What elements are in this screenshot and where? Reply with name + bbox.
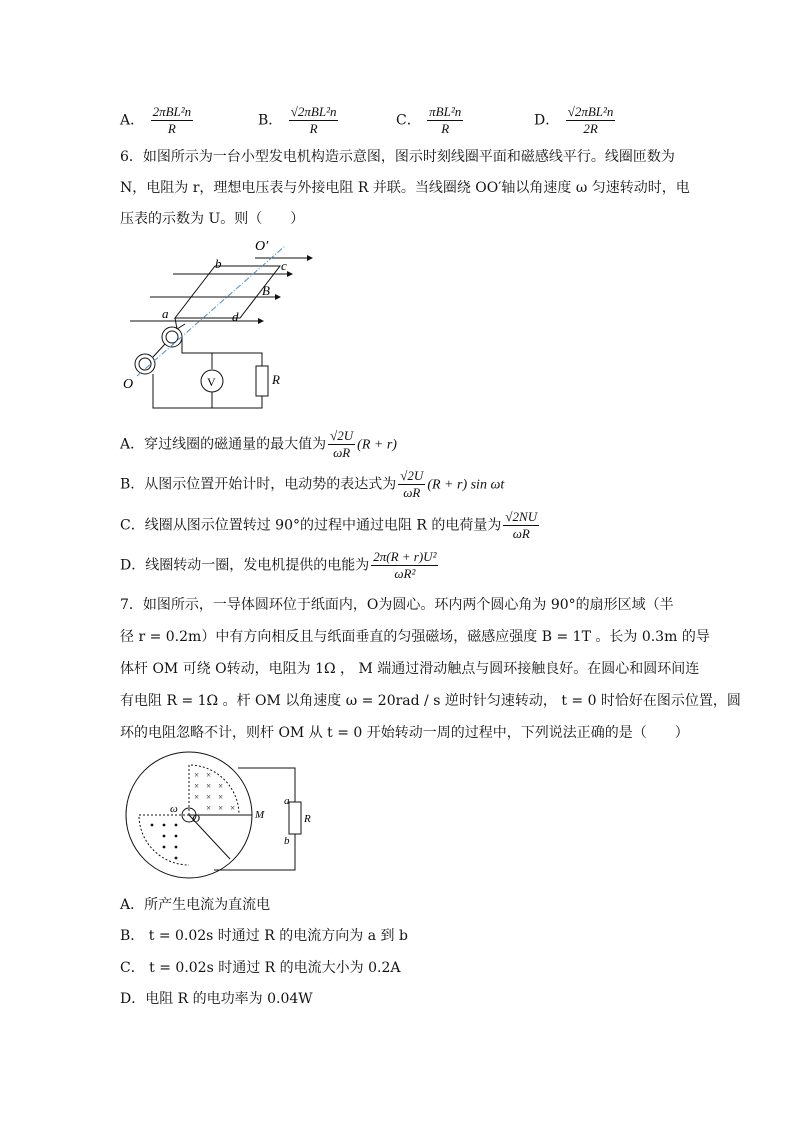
q6-stem-line-3: 压表的示数为 U。则（ ） bbox=[120, 211, 305, 227]
q7-option-c: C． t = 0.02s 时通过 R 的电流大小为 0.2A bbox=[120, 960, 401, 976]
cross-marks bbox=[194, 770, 235, 813]
label-center-o: O bbox=[192, 813, 200, 825]
svg-text:×: × bbox=[206, 770, 212, 780]
q7-option-d: D．电阻 R 的电功率为 0.04W bbox=[120, 991, 313, 1007]
svg-text:×: × bbox=[230, 803, 236, 813]
q5-option-a: A． $\frac{\text{2πBL²n}}{R}$ bbox=[120, 104, 192, 136]
svg-text:×: × bbox=[206, 781, 212, 791]
q6-option-d: D．线圈转动一圈，发电机提供的电能为 $\frac{\text{2π(R + r)U²}}{\text{ωR²}}$ bbox=[120, 549, 437, 581]
label-b-terminal: b bbox=[284, 835, 290, 847]
q6-option-a: A．穿过线圈的磁通量的最大值为 $\frac{√2U}{\omega R}$ (R + r) bbox=[120, 428, 397, 460]
q7-stem-line-1: 7．如图所示，一导体圆环位于纸面内，O为圆心。环内两个圆心角为 90°的扇形区域（半 bbox=[120, 597, 674, 613]
resistor-r bbox=[289, 802, 301, 834]
label-a-terminal: a bbox=[284, 795, 290, 807]
label-a-corner: a bbox=[162, 306, 169, 321]
q5-option-c: C． $\frac{\text{πBL²n}}{R}$ bbox=[396, 104, 462, 136]
label-b-corner: b bbox=[215, 256, 222, 271]
svg-text:×: × bbox=[218, 803, 224, 813]
label-resistor: R bbox=[272, 372, 280, 387]
q6-stem-line-1: 6．如图所示为一台小型发电机构造示意图，图示时刻线圈平面和磁感线平行。线圈匝数为 bbox=[120, 149, 675, 165]
resistor bbox=[256, 366, 268, 396]
svg-text:×: × bbox=[194, 781, 200, 791]
label-d-corner: d bbox=[232, 309, 239, 324]
label-o-prime: O′ bbox=[255, 239, 269, 254]
q6-stem-line-2: N，电阻为 r，理想电压表与外接电阻 R 并联。当线圈绕 OO′轴以角速度 ω 匀速转动时，电 bbox=[120, 180, 690, 196]
q6-generator-figure bbox=[115, 236, 320, 411]
q7-ring-figure bbox=[118, 752, 311, 880]
slip-ring bbox=[135, 354, 155, 374]
svg-text:×: × bbox=[218, 792, 224, 802]
q7-option-b: B． t = 0.02s 时通过 R 的电流方向为 a 到 b bbox=[120, 928, 408, 944]
svg-text:×: × bbox=[206, 803, 212, 813]
label-field-b: B bbox=[262, 283, 270, 298]
q7-stem-line-3: 体杆 OM 可绕 O转动，电阻为 1Ω ， M 端通过滑动触点与圆环接触良好。在圆心和圆环间连 bbox=[120, 661, 700, 677]
q6-option-c: C．线圈从图示位置转过 90°的过程中通过电阻 R 的电荷量为 $\frac{√2NU}{\omega R}$ bbox=[120, 509, 538, 541]
svg-text:×: × bbox=[194, 770, 200, 780]
q5-option-d: D． $\frac{\text{√2πBL²n}}{2R}$ bbox=[534, 104, 614, 136]
q6-option-b: B．从图示位置开始计时，电动势的表达式为 $\frac{√2U}{\omega R}$ (R + r) sin ωt bbox=[120, 468, 505, 500]
label-resistor-r: R bbox=[304, 813, 311, 825]
q5-option-b: B． $\frac{\text{√2πBL²n}}{R}$ bbox=[258, 104, 337, 136]
label-voltmeter: V bbox=[207, 375, 216, 389]
svg-text:×: × bbox=[218, 781, 224, 791]
svg-text:×: × bbox=[206, 792, 212, 802]
q7-option-a: A．所产生电流为直流电 bbox=[120, 897, 271, 913]
q7-stem-line-2: 径 r = 0.2m）中有方向相反且与纸面垂直的匀强磁场，磁感应强度 B = 1T 。长为 0.3m 的导 bbox=[120, 629, 710, 645]
label-omega: ω bbox=[170, 803, 178, 815]
q7-stem-line-5: 环的电阻忽略不计，则杆 OM 从 t = 0 开始转动一周的过程中，下列说法正确的是（ ） bbox=[120, 725, 689, 741]
q7-stem-line-4: 有电阻 R = 1Ω 。杆 OM 以角速度 ω = 20rad / s 逆时针匀速转动， t = 0 时恰好在图示位置，圆 bbox=[120, 693, 741, 709]
sector-field-out-of-page bbox=[139, 815, 189, 865]
label-o: O bbox=[123, 377, 134, 392]
svg-text:×: × bbox=[194, 792, 200, 802]
dot-marks bbox=[151, 824, 178, 860]
label-c-corner: c bbox=[281, 258, 287, 273]
label-m: M bbox=[255, 809, 265, 821]
rotation-axis bbox=[137, 246, 285, 376]
